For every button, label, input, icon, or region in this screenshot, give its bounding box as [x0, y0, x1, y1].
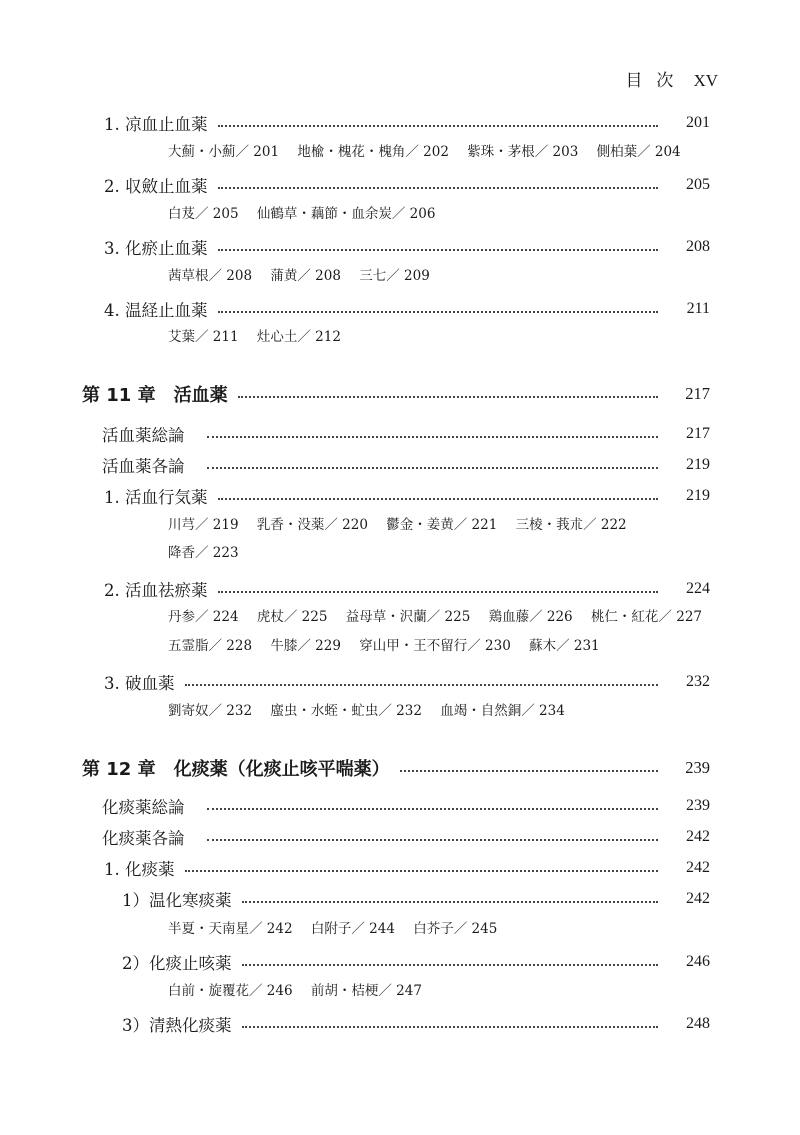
dot-leader	[242, 900, 659, 903]
herb-entry: 益母草・沢蘭／ 225	[345, 609, 471, 625]
herb-entry: 側柏葉／ 204	[596, 144, 681, 160]
dot-leader	[218, 590, 659, 593]
herb-entry: 䗪虫・水蛭・虻虫／ 232	[270, 703, 422, 719]
dot-leader	[400, 769, 658, 772]
herb-list-line	[168, 606, 716, 628]
toc-entry-label: 4. 温経止血薬	[104, 301, 208, 320]
herb-entry: 茜草根／ 208	[168, 268, 253, 284]
herb-entry: 白附子／ 244	[310, 921, 395, 937]
dot-leader	[242, 1025, 659, 1028]
toc-entry-page: 246	[686, 953, 710, 970]
dot-leader	[207, 466, 659, 469]
dot-leader	[242, 963, 659, 966]
herb-entry: 半夏・天南星／ 242	[168, 921, 293, 937]
herb-entry: 前胡・桔梗／ 247	[310, 983, 422, 999]
toc-entry-page: 205	[686, 176, 710, 193]
toc-entry-page: 224	[686, 580, 710, 597]
toc-entry-label: 活血薬各論	[102, 457, 185, 476]
herb-list-line	[168, 542, 253, 564]
herb-entry: 川芎／ 219	[168, 517, 239, 533]
toc-entry[interactable]	[104, 856, 710, 880]
toc-entry[interactable]	[122, 950, 710, 974]
herb-entry: 血竭・自然銅／ 234	[440, 703, 565, 719]
herb-entry: 白芨／ 205	[168, 206, 239, 222]
dot-leader	[218, 248, 659, 251]
dot-leader	[238, 395, 658, 398]
toc-entry-label: 3. 破血薬	[104, 674, 175, 693]
toc-entry-page: 219	[686, 487, 710, 504]
herb-entry: 桃仁・紅花／ 227	[590, 609, 702, 625]
toc-entry-page: 248	[686, 1015, 710, 1032]
toc-entry-label: 1. 活血行気薬	[104, 488, 208, 507]
toc-entry-page: 201	[686, 114, 710, 131]
toc-entry-label: 2）化痰止咳薬	[122, 954, 232, 973]
herb-entry: 穿山甲・王不留行／ 230	[359, 638, 511, 654]
herb-entry: 白前・旋覆花／ 246	[168, 983, 293, 999]
herb-entry: 紫珠・茅根／ 203	[467, 144, 579, 160]
toc-chapter-entry[interactable]	[82, 382, 710, 406]
dot-leader	[185, 869, 659, 872]
toc-entry-page: 208	[686, 238, 710, 255]
toc-chapter-entry[interactable]	[82, 756, 710, 780]
toc-entry-label: 化痰薬総論	[102, 798, 185, 817]
dot-leader	[207, 435, 659, 438]
dot-leader	[185, 683, 659, 686]
toc-entry-label: 1. 凉血止血薬	[104, 115, 208, 134]
toc-entry[interactable]	[122, 1012, 710, 1036]
toc-entry-page: 219	[686, 456, 710, 473]
herb-entry: 三棱・莪朮／ 222	[515, 517, 627, 533]
dot-leader	[218, 186, 659, 189]
herb-entry: 大薊・小薊／ 201	[168, 144, 280, 160]
toc-entry[interactable]	[102, 794, 710, 818]
herb-list-line	[168, 265, 444, 287]
toc-entry-page: 239	[686, 797, 710, 814]
herb-entry: 三七／ 209	[359, 268, 430, 284]
herb-list-line	[168, 514, 641, 536]
toc-entry[interactable]	[104, 577, 710, 601]
toc-entry[interactable]	[102, 422, 710, 446]
toc-entry-page: 242	[686, 890, 710, 907]
herb-entry: 乳香・没薬／ 220	[256, 517, 368, 533]
herb-entry: 艾葉／ 211	[168, 329, 239, 345]
herb-entry: 地楡・槐花・槐角／ 202	[297, 144, 449, 160]
toc-entry-page: 242	[686, 859, 710, 876]
herb-list-line	[168, 700, 579, 722]
dot-leader	[218, 310, 659, 313]
herb-list-line	[168, 980, 436, 1002]
toc-entry-page: 242	[686, 828, 710, 845]
toc-entry-label: 1. 化痰薬	[104, 860, 175, 879]
toc-entry-page: 217	[686, 425, 710, 442]
herb-entry: 蘇木／ 231	[529, 638, 600, 654]
toc-entry-page: 211	[686, 300, 710, 317]
herb-entry: 丹参／ 224	[168, 609, 239, 625]
toc-entry[interactable]	[104, 173, 710, 197]
herb-entry: 仙鶴草・藕節・血余炭／ 206	[256, 206, 436, 222]
herb-entry: 降香／ 223	[168, 545, 239, 561]
herb-entry: 五霊脂／ 228	[168, 638, 253, 654]
toc-entry[interactable]	[122, 887, 710, 911]
toc-entry[interactable]	[104, 297, 710, 321]
herb-entry: 虎杖／ 225	[256, 609, 328, 625]
herb-entry: 白芥子／ 245	[413, 921, 498, 937]
toc-entry[interactable]	[104, 484, 710, 508]
toc-entry-page: 217	[685, 384, 710, 403]
dot-leader	[207, 838, 659, 841]
toc-entry-label: 活血薬総論	[102, 426, 185, 445]
toc-entry-page: 239	[685, 758, 710, 777]
toc-entry-label: 2. 収斂止血薬	[104, 177, 208, 196]
herb-entry: 蒲黄／ 208	[270, 268, 341, 284]
herb-entry: 牛膝／ 229	[270, 638, 341, 654]
toc-entry[interactable]	[104, 670, 710, 694]
toc-entry[interactable]	[102, 825, 710, 849]
herb-entry: 劉寄奴／ 232	[168, 703, 253, 719]
herb-entry: 鶏血藤／ 226	[488, 609, 573, 625]
toc-chapter-label: 第 12 章 化痰薬（化痰止咳平喘薬）	[82, 759, 390, 780]
toc-chapter-label: 第 11 章 活血薬	[82, 385, 228, 406]
toc-entry-label: 3）清熱化痰薬	[122, 1016, 232, 1035]
toc-entry-label: 2. 活血祛瘀薬	[104, 581, 208, 600]
toc-entry-label: 化痰薬各論	[102, 829, 185, 848]
dot-leader	[207, 807, 659, 810]
toc-entry-page: 232	[686, 673, 710, 690]
herb-entry: 灶心土／ 212	[256, 329, 341, 345]
toc-entry[interactable]	[102, 453, 710, 477]
herb-entry: 鬱金・姜黄／ 221	[386, 517, 498, 533]
header-title: 目次	[625, 71, 688, 91]
toc-entry[interactable]	[104, 111, 710, 135]
toc-entry[interactable]	[104, 235, 710, 259]
herb-list-line	[168, 141, 695, 163]
herb-list-line	[168, 635, 614, 657]
running-header	[625, 66, 718, 91]
herb-list-line	[168, 203, 449, 225]
header-page-number: XV	[693, 71, 718, 90]
herb-list-line	[168, 918, 511, 940]
toc-entry-label: 3. 化瘀止血薬	[104, 239, 208, 258]
toc-entry-label: 1）温化寒痰薬	[122, 891, 232, 910]
dot-leader	[218, 497, 659, 500]
dot-leader	[218, 124, 659, 127]
herb-list-line	[168, 326, 355, 348]
